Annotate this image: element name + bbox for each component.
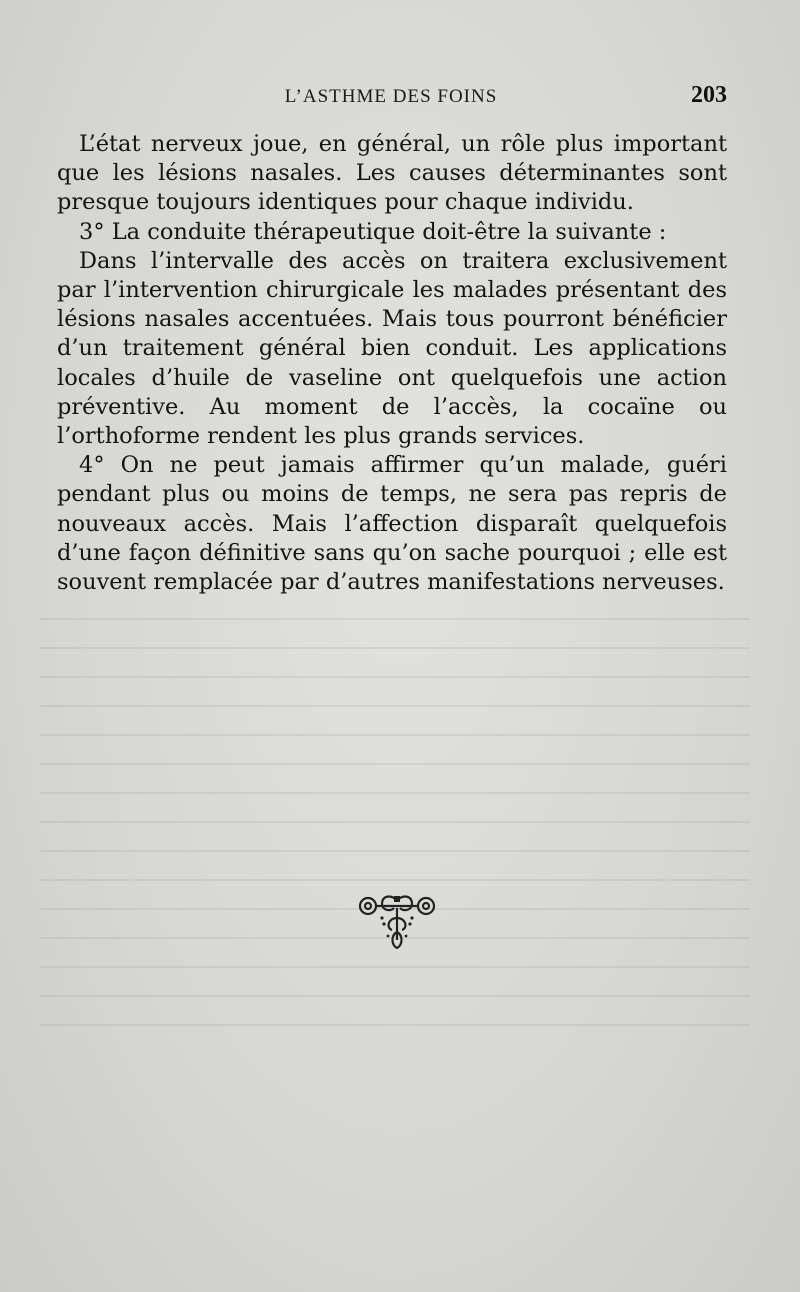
bleed-through-text (40, 600, 750, 1050)
page-number: 203 (691, 82, 727, 108)
paragraph: Dans l’intervalle des accès on traitera exclusivement par l’intervention chirurgicale les malades présentant des lésions nasales accentuées. Mais tous pourront bénéficier d’un traitement général bien conduit. Les applications locales d’huile de vaseline ont quelquefois une action préventive. Au moment de l’accès, la cocaïne ou l’orthoforme rendent les plus grands services. (57, 247, 727, 450)
body-text (57, 130, 727, 597)
paragraph: 3° La conduite thérapeutique doit-être la suivante : (79, 218, 667, 245)
page-header (55, 82, 727, 114)
paragraph: L’état nerveux joue, en général, un rôle plus important que les lésions nasales. Les causes déterminantes sont presque toujours identiques pour chaque individu. (57, 131, 727, 216)
paragraph: 4° On ne peut jamais affirmer qu’un malade, guéri pendant plus ou moins de temps, ne sera pas repris de nouveaux accès. Mais l’affection disparaît quelquefois d’une façon définitive sans qu’on sache pourquoi ; elle est souvent remplacée par d’autres manifestations nerveuses. (57, 452, 727, 596)
floral-tailpiece-ornament-icon (352, 892, 442, 952)
running-title: L’ASTHME DES FOINS (284, 86, 498, 107)
